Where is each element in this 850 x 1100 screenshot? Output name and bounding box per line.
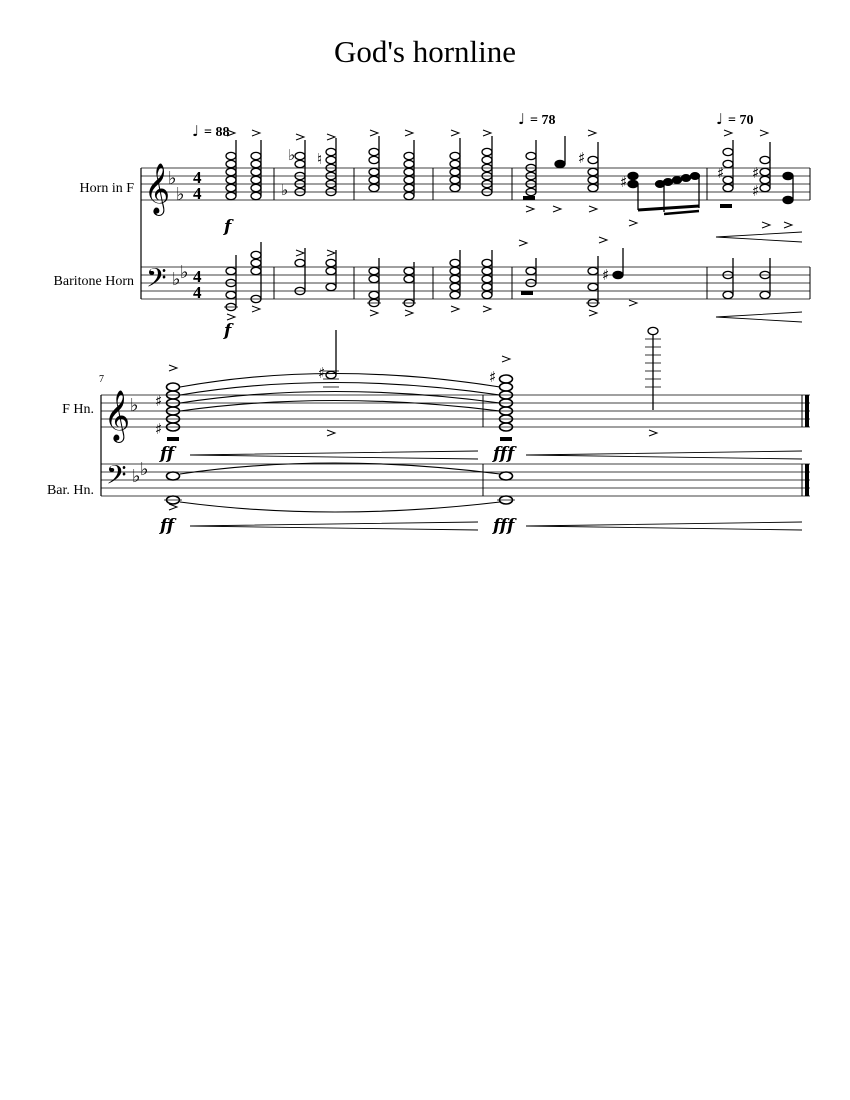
half-rest xyxy=(500,437,512,441)
ties-baritone-system-2 xyxy=(180,463,500,512)
horn-staff-system-1 xyxy=(141,168,810,200)
baritone-notes-system-1 xyxy=(224,242,770,311)
crescendo-hairpin xyxy=(716,232,802,242)
tempo-mark xyxy=(716,110,753,128)
key-signature-flat-icon: ♭ xyxy=(180,262,189,283)
svg-text:♯: ♯ xyxy=(752,164,760,182)
treble-clef-icon: 𝄞 xyxy=(104,390,131,441)
svg-text:♯: ♯ xyxy=(155,392,163,410)
dynamic-marking: fff xyxy=(493,516,515,536)
horn-notes-system-2 xyxy=(167,327,662,431)
crescendo-hairpin xyxy=(716,312,802,322)
key-signature-flat-icon: ♭ xyxy=(168,168,177,189)
baritone-filled-notes-system-1 xyxy=(613,248,623,279)
baritone-staff-system-1 xyxy=(141,267,810,299)
svg-text:4: 4 xyxy=(193,283,202,302)
sharp-accidental-icon: ♯ xyxy=(602,266,610,284)
svg-text:♯: ♯ xyxy=(717,164,725,182)
accent-mark xyxy=(169,504,177,510)
key-signature-flat-icon: ♭ xyxy=(132,466,141,487)
svg-text:= 78: = 78 xyxy=(530,113,556,128)
key-signature-flat-icon: ♭ xyxy=(172,269,181,290)
svg-text:♩: ♩ xyxy=(716,110,724,128)
dynamic-marking: ff xyxy=(160,516,175,536)
svg-text:♭: ♭ xyxy=(288,146,296,164)
svg-text:♩: ♩ xyxy=(192,122,200,140)
svg-text:♩: ♩ xyxy=(518,110,526,128)
dynamic-marking: fff xyxy=(493,444,515,464)
treble-clef-icon: 𝄞 xyxy=(144,163,171,214)
time-signature-horn xyxy=(193,168,202,203)
baritone-instrument-name: Baritone Horn xyxy=(53,274,134,289)
half-rest xyxy=(167,437,179,441)
key-signature-flat-icon: ♭ xyxy=(140,459,149,480)
svg-text:♯: ♯ xyxy=(318,364,326,382)
svg-text:♯: ♯ xyxy=(620,173,628,191)
time-signature-baritone xyxy=(193,267,202,302)
horn-staff-system-2 xyxy=(101,395,810,427)
score-title: God's hornline xyxy=(333,34,517,69)
barlines-system-2 xyxy=(483,395,807,496)
svg-text:4: 4 xyxy=(193,267,202,286)
key-signature-flat-icon: ♭ xyxy=(176,184,185,205)
svg-text:♭: ♭ xyxy=(281,181,289,199)
svg-text:♯: ♯ xyxy=(155,420,163,438)
measure-number: 7 xyxy=(99,374,104,385)
svg-text:♯: ♯ xyxy=(489,368,497,386)
horn-instrument-name: Horn in F xyxy=(79,181,134,196)
half-rest xyxy=(720,204,732,208)
dynamic-marking: f xyxy=(224,321,232,341)
barlines-system-1 xyxy=(274,168,810,299)
dynamic-marking: ff xyxy=(160,444,175,464)
dynamic-marking: f xyxy=(224,217,232,237)
svg-text:♯: ♯ xyxy=(752,182,760,200)
svg-text:♯: ♯ xyxy=(578,149,586,167)
svg-text:= 70: = 70 xyxy=(728,113,754,128)
horn-short-name: F Hn. xyxy=(62,402,94,417)
accent-marks-baritone-system-1 xyxy=(227,237,637,320)
ties-horn-system-2 xyxy=(180,374,500,412)
svg-text:♮: ♮ xyxy=(317,150,323,168)
key-signature-flat-icon: ♭ xyxy=(130,395,139,416)
bass-clef-icon: 𝄢 xyxy=(146,262,167,300)
half-rest xyxy=(521,291,533,295)
tempo-mark xyxy=(192,122,229,140)
bass-clef-icon: 𝄢 xyxy=(106,459,127,497)
svg-text:4: 4 xyxy=(193,168,202,187)
half-rest xyxy=(523,196,535,200)
baritone-short-name: Bar. Hn. xyxy=(46,483,94,498)
svg-text:4: 4 xyxy=(193,184,202,203)
tempo-mark xyxy=(518,110,555,128)
svg-text:= 88: = 88 xyxy=(204,125,230,140)
